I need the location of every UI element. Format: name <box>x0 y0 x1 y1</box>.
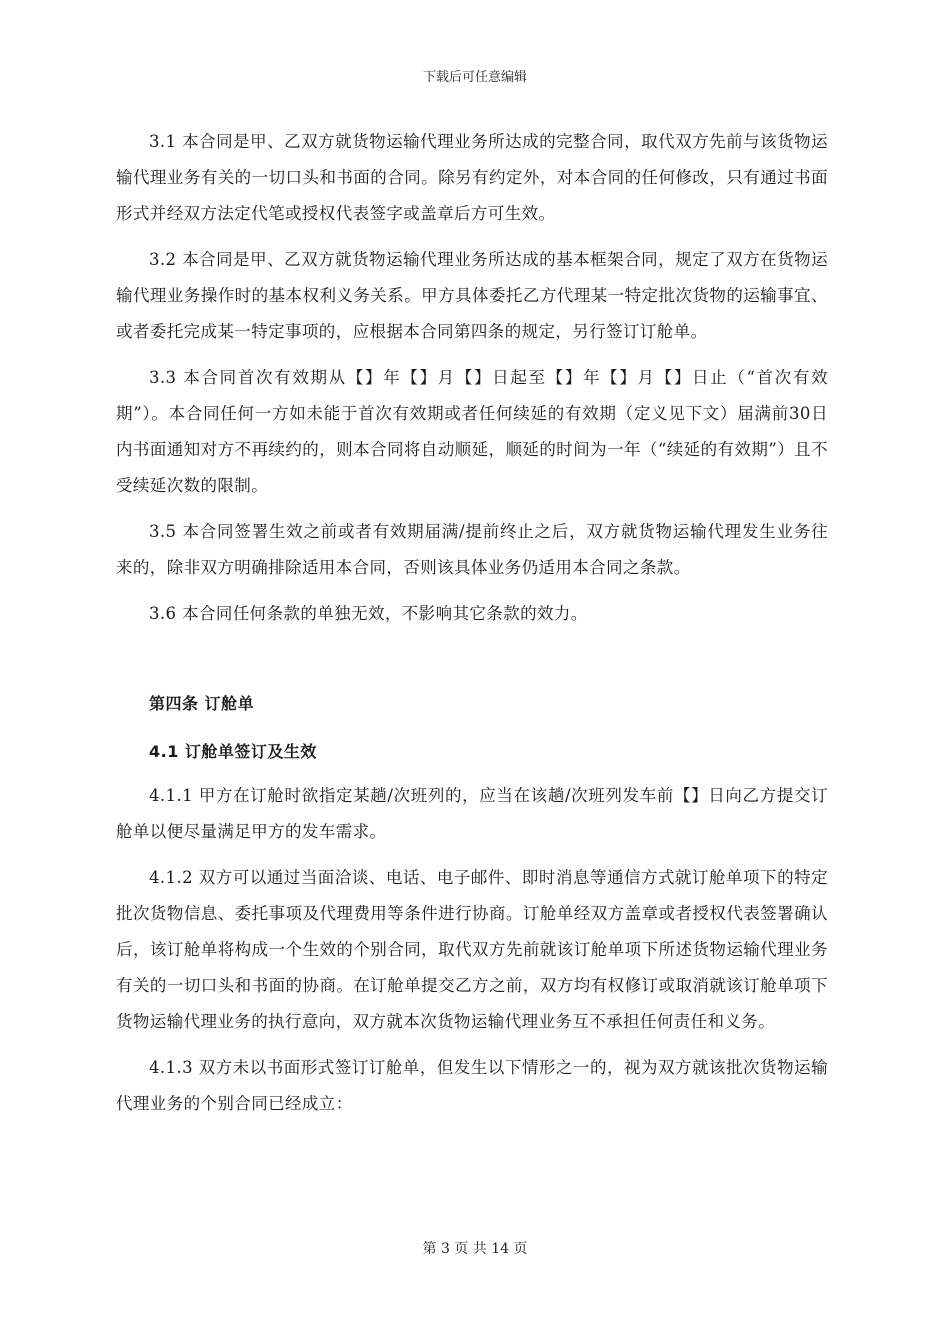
clause-3-6: 3.6 本合同任何条款的单独无效，不影响其它条款的效力。 <box>149 604 588 623</box>
section-4-1-subtitle: 4.1 订舱单签订及生效 <box>149 742 317 761</box>
clause-4-1-3: 4.1.3 双方未以书面形式签订订舱单，但发生以下情形之一的，视为双方就该批次货物运输代理业务的个别合同已经成立： <box>116 1058 828 1113</box>
clause-4-1-2: 4.1.2 双方可以通过当面洽谈、电话、电子邮件、即时消息等通信方式就订舱单项下的特定批次货物信息、委托事项及代理费用等条件进行协商。订舱单经双方盖章或者授权代表签署确认后，该订舱单将构成一个生效的个别合同，取代双方先前就该订舱单项下所述货物运输代理业务有关的一切口头和书面的协商。在订舱单提交乙方之前，双方均有权修订或取消就该订舱单项下货物运输代理业务的执行意向，双方就本次货物运输代理业务互不承担任何责任和义务。 <box>116 868 828 1031</box>
page-number-footer: 第 3 页 共 14 页 <box>422 1241 528 1257</box>
section-spacer <box>116 642 828 686</box>
clause-3-5: 3.5 本合同签署生效之前或者有效期届满/提前终止之后，双方就货物运输代理发生业务往来的，除非双方明确排除适用本合同，否则该具体业务仍适用本合同之条款。 <box>116 522 828 577</box>
clause-3-3: 3.3 本合同首次有效期从【】年【】月【】日起至【】年【】月【】日止（“首次有效期”）。本合同任何一方如未能于首次有效期或者任何续延的有效期（定义见下文）届满前30日内书面通知对方不再续约的，则本合同将自动顺延，顺延的时间为一年（“续延的有效期”）且不受续延次数的限制。 <box>116 368 828 495</box>
document-body <box>116 124 828 1132</box>
clause-4-1-1: 4.1.1 甲方在订舱时欲指定某趟/次班列的，应当在该趟/次班列发车前【】日向乙方提交订舱单以便尽量满足甲方的发车需求。 <box>116 786 828 841</box>
section-4-title: 第四条 订舱单 <box>149 694 255 713</box>
page-header: 下载后可任意编辑 <box>422 70 527 85</box>
clause-3-2: 3.2 本合同是甲、乙双方就货物运输代理业务所达成的基本框架合同，规定了双方在货物运输代理业务操作时的基本权利义务关系。甲方具体委托乙方代理某一特定批次货物的运输事宜、或者委托完成某一特定事项的，应根据本合同第四条的规定，另行签订订舱单。 <box>116 250 828 341</box>
clause-3-1: 3.1 本合同是甲、乙双方就货物运输代理业务所达成的完整合同，取代双方先前与该货物运输代理业务有关的一切口头和书面的合同。除另有约定外，对本合同的任何修改，只有通过书面形式并经双方法定代笔或授权代表签字或盖章后方可生效。 <box>116 132 828 223</box>
